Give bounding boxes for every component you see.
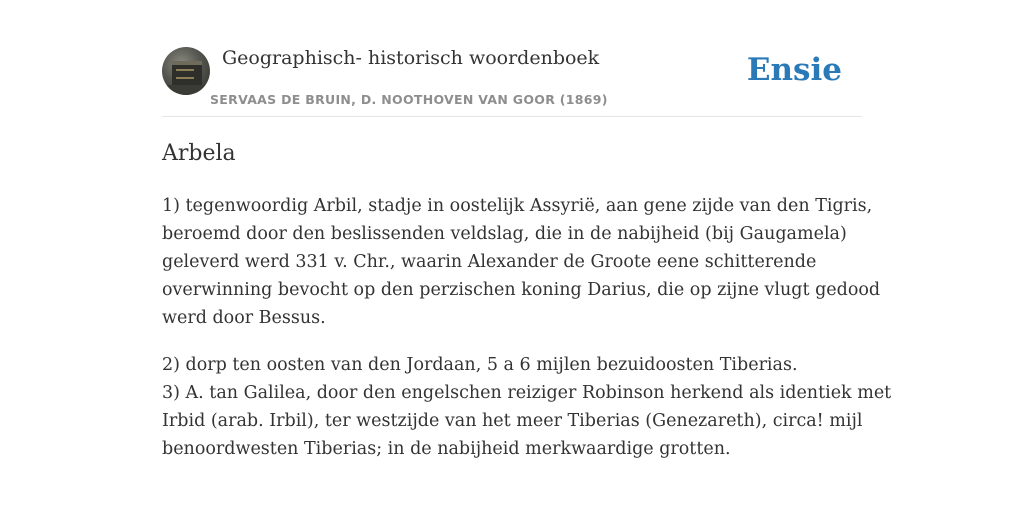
book-title[interactable]: Geographisch- historisch woordenboek bbox=[222, 47, 600, 69]
text-line: beroemd door den beslissenden veldslag, die in de nabijheid (bij Gaugamela) bbox=[162, 224, 847, 244]
text-line: geleverd werd 331 v. Chr., waarin Alexander de Groote eene schitterende bbox=[162, 252, 817, 272]
text-line: benoordwesten Tiberias; in de nabijheid merkwaardige grotten. bbox=[162, 439, 731, 459]
book-authors-year: SERVAAS DE BRUIN, D. NOOTHOVEN VAN GOOR (1869) bbox=[210, 92, 608, 107]
page bbox=[162, 0, 892, 512]
text-line: werd door Bessus. bbox=[162, 308, 326, 328]
text-line: 1) tegenwoordig Arbil, stadje in oostelijk Assyrië, aan gene zijde van den Tigris, bbox=[162, 196, 873, 216]
text-line: 2) dorp ten oosten van den Jordaan, 5 a 6 mijlen bezuidoosten Tiberias. bbox=[162, 355, 798, 375]
text-line: overwinning bevocht op den perzischen koning Darius, die op zijne vlugt gedood bbox=[162, 280, 881, 300]
text-line: 3) A. tan Galilea, door den engelschen reiziger Robinson herkend als identiek met bbox=[162, 383, 892, 403]
entry-paragraph-1 bbox=[162, 192, 881, 332]
ensie-logo[interactable]: Ensie bbox=[746, 52, 842, 88]
text-line: Irbid (arab. Irbil), ter westzijde van het meer Tiberias (Genezareth), circa! mijl bbox=[162, 411, 863, 431]
entry-title: Arbela bbox=[162, 141, 236, 166]
source-header bbox=[162, 46, 862, 117]
book-cover-icon[interactable] bbox=[162, 47, 210, 95]
entry-paragraph-2 bbox=[162, 351, 892, 463]
